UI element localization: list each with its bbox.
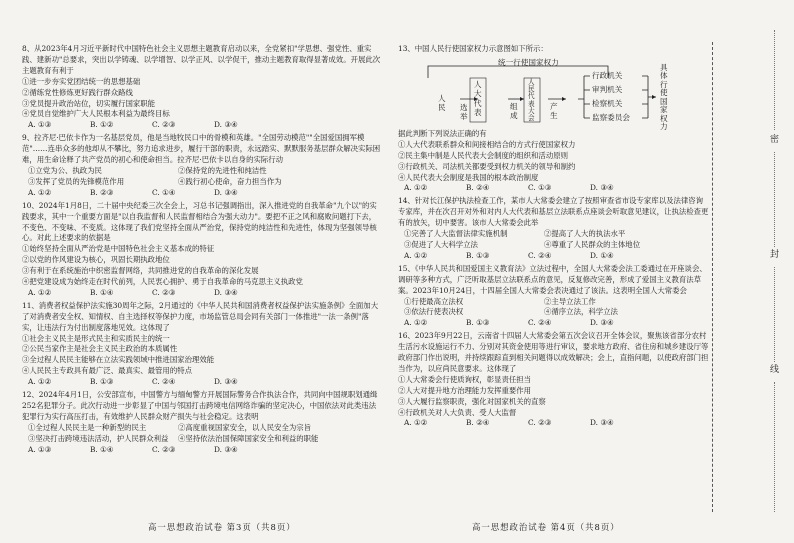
choice-a: A. ①②	[404, 318, 428, 328]
option: ②以党的作风建设为核心，巩固长期执政地位	[22, 255, 170, 265]
choice-a: A. ①③	[28, 120, 52, 130]
question-14	[398, 196, 710, 261]
option-row	[404, 297, 710, 308]
exam-page-3	[0, 0, 392, 543]
choice-a: A. ①②	[404, 418, 428, 428]
diagram-organ: 行政机关	[592, 70, 623, 80]
choice-c: C. ②③	[152, 120, 176, 130]
option: ③党员提升政治站位，切实履行国家职能	[22, 98, 156, 108]
choice-a: A. ①③	[28, 444, 52, 454]
choice-b: B. ①③	[466, 250, 490, 260]
question-12-stem: 12、2024年4月1日，公安部宣布，中国警方与缅甸警方开展国际警务合作执法合作，共同向中国规职划通缉252名犯罪分子。此次行动进一步彰显了中国与邻国打击跨境电信网络诈骗的坚定决心，中国依法对此类违法犯罪行为实行高压打击，有效维护人民群众财产损失与社会稳定。这表明	[22, 390, 378, 421]
question-9-stem: 9、拉齐尼·巴依卡作为一名基层党员，他是当地牧民口中的骨模和英雄。"全国劳动模范""全国爱国拥军模范"……连串众多的他却从不攀比，努力追求进步，履行干部的职责，永远踏实、默默服务基层群众解决实际困难，用生命诠释了共产党员的初心和使命担当。拉齐尼·巴依卡以自身的实际行动	[22, 133, 381, 165]
option: ②提高了人大的执法水平	[544, 229, 626, 239]
option-row	[404, 240, 710, 251]
question-13	[398, 44, 710, 194]
fold-line	[712, 42, 713, 512]
dotted-line	[774, 382, 775, 512]
exam-page-4	[392, 0, 712, 543]
choice-a: A. ①②	[28, 187, 52, 197]
option: ③依法行使表决权	[404, 307, 464, 317]
option-row	[28, 166, 382, 177]
option: ③有利于在系统施治中织密监督网络，共同推进党的自我革命的深化发展	[22, 266, 259, 276]
option: ②主导立法工作	[544, 296, 596, 306]
option: ①全过程人民民主是一种新型的民主	[28, 422, 147, 432]
binding-margin	[712, 0, 794, 543]
option: ①社会主义民主是形式民主和实质民主的统一	[22, 333, 170, 343]
choice-d: D. ③④	[214, 377, 238, 387]
diagram-exercise: 具体行使国家权力	[660, 62, 668, 132]
option: ④行政机关对人大负责、受人大监督	[398, 407, 517, 417]
option: ④坚持依法治国保障国家安全和利益的职能	[178, 433, 319, 443]
choice-b: B. ②④	[466, 183, 490, 193]
diagram-produce: 产生	[550, 101, 558, 120]
answer-choices	[404, 318, 710, 329]
choice-c: C. ②④	[528, 250, 552, 260]
page-footer: 高一思想政治试卷 第3页（共8页）	[148, 522, 296, 532]
choice-b: B. ①③	[466, 318, 490, 328]
answer-choices	[28, 188, 382, 199]
option: ①人大常委会行使质询权，彰显责任担当	[398, 374, 532, 384]
option: ②人大对提升地方治理能力发挥重要作用	[398, 385, 532, 395]
choice-c: C. ②③	[528, 418, 552, 428]
dotted-line	[774, 267, 775, 362]
option: ③促进了人大科学立法	[404, 239, 478, 249]
option: ③全过程人民民主能够在立法实践领域中推进国家治理效能	[22, 355, 215, 365]
option: ②高度重视国家安全，以人民安全为宗旨	[178, 422, 312, 432]
seal-char-xian: 线	[770, 365, 780, 375]
option-row	[28, 434, 382, 445]
page-footer: 高一思想政治试卷 第4页（共8页）	[472, 522, 620, 532]
diagram-elect: 选举	[460, 102, 468, 121]
option: ①人大代表联系群众和间接相结合的方式行使国家权力	[398, 139, 576, 149]
answer-choices	[404, 418, 710, 429]
diagram-organ: 检察机关	[592, 98, 623, 108]
choice-d: D. ③④	[590, 418, 614, 428]
option: ③行政机关、司法机关都要受到权力机关的领导和制约	[398, 161, 576, 171]
option: ③发挥了党员的先锋模范作用	[28, 176, 125, 186]
option: ④尊重了人民群众的主体地位	[544, 239, 641, 249]
question-13-lead: 据此判断下列说法正确的有	[398, 128, 487, 138]
option: ④人民民主专政具有最广泛、最真实、最管用的特点	[22, 366, 192, 376]
option: ④循序立法，科学立法	[544, 307, 618, 317]
question-15-stem: 15、《中华人民共和国爱国主义教育法》立法过程中，全国人大常委会法工委通过在开座谈会、调研等多种方式，广泛听取基层立法联系点的意见，反复修改完善，形成了爱国主义教育法草案。2023年10月24日，十四届全国人大常委会表决通过了该法。这表明全国人大常委会	[398, 263, 707, 295]
option-row	[404, 307, 710, 318]
question-16	[398, 331, 710, 429]
question-9	[22, 133, 382, 198]
page-3-content	[22, 44, 382, 458]
choice-b: B. ②④	[466, 418, 490, 428]
choice-d: D. ③④	[214, 287, 238, 297]
choice-c: C. ②③	[152, 287, 176, 297]
question-16-stem: 16、2023年9月22日，云南省十四届人大常委会第五次会议召开全体会议，聚焦该省部分农村生活污水设施运行不力、分别对其资金使用等进行审议，要求地方政府、省住房和城乡建设厅等政府部门作出说明，并持续跟踪直到相关问题得以成效解决；会上，直指问题，以使政府部门担当作为，以应尚民意要求。这体现了	[398, 331, 709, 373]
choice-b: B. ①③	[90, 377, 114, 387]
question-11	[22, 301, 382, 388]
choice-b: B. ②③	[90, 187, 114, 197]
question-10	[22, 201, 382, 299]
page-4-content	[398, 44, 710, 431]
power-structure-diagram	[398, 56, 710, 132]
choice-d: D. ①④	[590, 250, 614, 260]
option-row	[28, 423, 382, 434]
answer-choices	[404, 251, 710, 262]
branch-lines	[578, 76, 590, 118]
diagram-congress: 人民代表大会	[528, 77, 535, 122]
option: ③人大履行监察职责，强化对国家机关的直察	[398, 396, 546, 406]
answer-choices	[28, 120, 382, 131]
diagram-people: 人民	[438, 93, 446, 112]
answer-choices	[404, 183, 710, 194]
option: ①完善了人大监督法律实施机制	[404, 229, 508, 239]
option: ④人民代表大会制度是我国的根本政治制度	[398, 172, 539, 182]
diagram-organ: 审判机关	[592, 84, 623, 94]
option: ①立党为公、执政为民	[28, 165, 102, 175]
option: ④践行初心使命，奋力担当作为	[178, 176, 282, 186]
option: ①始终坚持全面从严治党是中国特色社会主义基本成的特征	[22, 244, 215, 254]
choice-c: C. ②④	[152, 377, 176, 387]
option: ①进一步夯实党团结统一的思想基础	[22, 76, 141, 86]
question-10-stem: 10、2024年1月8日，二十届中央纪委三次全会上，习总书记强调指出，深入推进党的自我革命"九个以"的实践要求，其中一个重要方面是"以自我监督和人民监督相结合为强大动力"。要把不正之风和腐败问题打下去，不变色、不变味、不变质。这体现了我们党坚持全面从严治党，保持党的纯洁性和先进性，体现为坚强领导核心。对此上述要求的依据是	[22, 200, 377, 243]
question-8-stem: 8、从2023年4月习近平新时代中国特色社会主义思想主题教育启动以来，全党紧扣"学思想、强党性、重实践、建新功"总要求，突出以学铸魂、以学增智、以学正风、以学促干，推动主题教育取得显著成效。开展此次主题教育有利于	[22, 44, 381, 75]
choice-c: C. ②③	[152, 444, 176, 454]
diagram-top-label: 统一行使国家权力	[498, 57, 559, 67]
choice-d: D. ③④	[590, 318, 614, 328]
answer-choices	[28, 377, 382, 388]
question-8	[22, 44, 382, 131]
question-15	[398, 264, 710, 329]
choice-c: C. ①④	[152, 187, 176, 197]
question-14-stem: 14、针对长江保护执法检查工作，某市人大常委会建立了按照审查省市设专家库以及法律咨询专家库，并在次召开对外和对内人大代表和基层立法联系点座谈会听取意见建议，让执法检查更有的放矢，切中要害。该市人大常委会此举	[398, 196, 709, 228]
choice-b: B. ①④	[90, 287, 114, 297]
choice-b: B. ①②	[90, 120, 114, 130]
question-13-stem: 13、中国人民行使国家权力示意图如下所示：	[398, 44, 548, 53]
choice-a: A. ①②	[404, 183, 428, 193]
seal-char-feng: 封	[770, 250, 780, 260]
dotted-line	[774, 152, 775, 247]
diagram-compose: 组成	[510, 101, 518, 120]
choice-c: C. ①③	[528, 183, 552, 193]
option: ④党员自觉维护广大人民根本利益为最终目标	[22, 109, 170, 119]
diagram-organ: 监察委员会	[592, 112, 630, 122]
choice-d: D. ③④	[214, 120, 238, 130]
choice-d: D. ③④	[214, 444, 238, 454]
choice-b: B. ①④	[90, 444, 114, 454]
seal-char-mi: 密	[770, 135, 780, 145]
option-row	[404, 229, 710, 240]
answer-choices	[28, 288, 382, 299]
diagram-deputies: 人大代表	[474, 79, 482, 118]
option: ②保持党的先进性和纯洁性	[178, 165, 267, 175]
choice-a: A. ①②	[404, 250, 428, 260]
dotted-line	[774, 30, 775, 130]
choice-d: D. ③④	[590, 183, 614, 193]
choice-a: A. ①②	[28, 287, 52, 297]
choice-d: D. ③④	[214, 187, 238, 197]
choice-a: A. ①②	[28, 377, 52, 387]
option-row	[28, 177, 382, 188]
choice-c: C. ②④	[528, 318, 552, 328]
option: ④把党建设成为始终走在时代前列，人民衷心拥护、勇于自我革命的马克思主义执政党	[22, 277, 303, 287]
option: ②民主集中制是人民代表大会制度的组织和活动原则	[398, 150, 568, 160]
answer-choices	[28, 445, 382, 456]
question-11-stem: 11、消费者权益保护法实施30周年之际，2月通过的《中华人民共和国消费者权益保护法实施条例》全面加大了对消费者安全权、知情权、自主选择权等保护力度，市场监管总局会同有关部门一体推进"一法一条例"落实，让违法行为付出制度落地见效。这体现了	[22, 300, 379, 332]
option: ②公民当家作主是社会主义民主政治的本质属性	[22, 344, 178, 354]
option: ①行使最高立法权	[404, 296, 464, 306]
question-12	[22, 390, 382, 455]
option: ③坚决打击跨境违法活动，护人民群众利益	[28, 433, 169, 443]
option: ②循练党性修炼更好践行群众路线	[22, 87, 133, 97]
